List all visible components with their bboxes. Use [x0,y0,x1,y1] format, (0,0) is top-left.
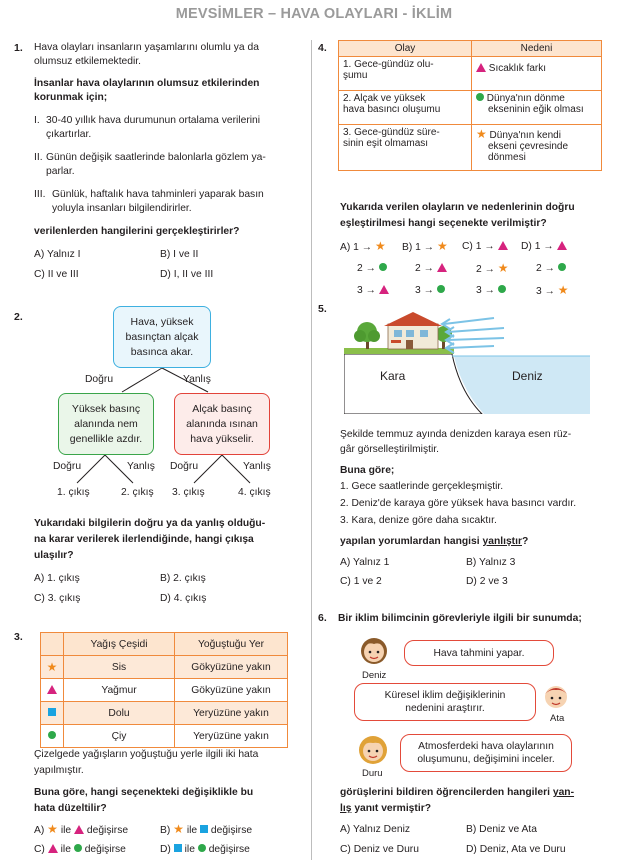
label-false: Yanlış [243,461,271,472]
option-b-row3 [415,284,445,297]
option-d-row3 [536,284,569,298]
speech-bubble [404,640,554,666]
q5-question [340,535,528,548]
ile-text: ile [186,825,198,836]
option-d[interactable]: D) 2 ve 3 [466,576,508,587]
table-row [339,91,602,125]
cell-line: sinin eşit olmaması [343,138,429,149]
cell-line: 2. Alçak ve yüksek [343,93,426,104]
question-text: ? [521,536,529,547]
option-a[interactable]: A) Yalnız Deniz [340,824,411,835]
cell-line: dönmesi [488,152,526,163]
q4-question: eşleştirilmesi hangi seçenekte verilmiştir? [340,218,547,229]
sea-label: Deniz [512,369,543,383]
table-cell: Yeryüzüne yakın [175,725,288,748]
option-a[interactable]: A) 1. çıkış [34,573,80,584]
circle-icon [437,285,445,293]
table-header: Nedeni [472,41,602,57]
triangle-icon [41,679,64,702]
star-icon: ★ [497,261,509,275]
q6-question [340,802,431,815]
table-cell: Gökyüzüne yakın [175,656,288,679]
statement-box-left [58,393,154,455]
option-b[interactable]: B) Yalnız 3 [466,557,516,568]
option-letter: B) [402,242,413,253]
option-d[interactable] [160,843,250,856]
item-text: Günün değişik saatlerinde balonlarla gözlem ya- [46,152,266,163]
q2-question: na karar verilerek ilerlendiğinde, hangi çıkışa [34,534,254,545]
table-row [339,57,602,91]
precipitation-table [40,632,288,748]
star-icon: ★ [374,239,386,253]
box-line: basınca akar. [130,345,194,358]
option-num: 3 → [415,285,434,296]
option-num: 1 → [534,241,554,252]
cell-line: Dünya'nın dönme [486,93,565,104]
table-cell: Dolu [64,702,175,725]
cell-line: 3. Gece-gündüz süre- [343,127,440,138]
q5-item: 1. Gece saatlerinde gerçekleşmiştir. [340,481,504,492]
exit-label: 3. çıkış [172,487,205,498]
ile-text: ile [184,844,195,855]
option-c[interactable] [462,240,508,253]
item-text: Günlük, haftalık hava tahminleri yaparak basın [52,189,264,200]
cell-line: 1. Gece-gündüz olu- [343,59,434,70]
table-cell [339,57,472,91]
item-label: II. [34,152,43,163]
label-false: Yanlış [183,374,211,385]
option-b[interactable]: B) I ve II [160,249,199,260]
q6-intro: Bir iklim bilimcinin görevleriyle ilgili bir sunumda; [338,613,582,624]
table-cell: Çiy [64,725,175,748]
circle-icon [379,263,387,271]
table-cell: Yağmur [64,679,175,702]
student-name: Duru [362,768,383,779]
question-number: 1. [14,42,23,54]
option-letter: D) [160,844,171,855]
option-c[interactable]: C) Deniz ve Duru [340,844,419,855]
q1-bold-1: İnsanlar hava olaylarının olumsuz etkilerinden [34,78,260,89]
sea-breeze-illustration [344,310,590,414]
table-cell: Gökyüzüne yakın [175,679,288,702]
option-b-row2 [415,262,447,275]
option-num: 2 → [357,263,376,274]
q5-item: 2. Deniz'de karaya göre yüksek hava basıncı vardır. [340,498,577,509]
option-c-row3 [476,284,506,297]
q3-question: hata düzeltilir? [34,803,107,814]
option-num: 2 → [536,263,555,274]
box-line: hava yükselir. [190,432,254,445]
option-num: 1 → [353,242,373,253]
option-letter: D) [521,241,532,252]
option-letter: A) [34,825,45,836]
q4-question: Yukarıda verilen olayların ve nedenlerinin doğru [340,202,575,213]
q5-bold: Buna göre; [340,465,395,476]
star-icon: ★ [41,656,64,679]
student-name: Deniz [362,670,387,681]
table-row [41,656,288,679]
change-text: değişirse [210,825,253,836]
exit-label: 4. çıkış [238,487,271,498]
q2-question: Yukarıdaki bilgilerin doğru ya da yanlış olduğu- [34,518,266,529]
option-a[interactable] [340,240,386,254]
q2-question: ulaşılır? [34,550,74,561]
option-d[interactable]: D) 4. çıkış [160,593,207,604]
bubble-text: Atmosferdeki hava olaylarının [418,741,554,752]
student-avatar-deniz [357,632,391,668]
table-header: Yağış Çeşidi [64,633,175,656]
item-label: III. [34,189,46,200]
circle-icon [74,844,82,852]
bubble-text: Küresel iklim değişiklerinin [384,690,506,701]
q6-question [340,786,574,799]
option-c[interactable]: C) 1 ve 2 [340,576,382,587]
option-b[interactable]: B) Deniz ve Ata [466,824,537,835]
bubble-text: nedenini araştırır. [405,703,485,714]
option-num: 1 → [415,242,435,253]
cell-line: Dünya'nın kendi [489,130,561,141]
speech-bubble [354,683,536,721]
triangle-icon [74,825,84,834]
square-icon [200,825,208,833]
item-text: 30-40 yıllık hava durumunun ortalama verilerini [46,115,261,126]
circle-icon [498,285,506,293]
circle-icon [198,844,206,852]
option-a[interactable]: A) Yalnız I [34,249,81,260]
statement-box-top [113,306,211,368]
ile-text: ile [60,844,71,855]
wind-arrows [442,318,504,353]
question-number: 4. [318,42,327,54]
circle-icon [41,725,64,748]
triangle-icon [498,241,508,250]
bubble-text: Hava tahmini yapar. [433,647,525,659]
option-num: 3 → [536,286,555,297]
question-underline: yanlıştır [482,536,522,547]
question-text: görüşlerini bildiren öğrencilerden hangileri [340,787,553,798]
land-label: Kara [380,369,406,383]
question-underline: lış [340,803,352,814]
star-icon: ★ [557,283,569,297]
option-num: 1 → [475,241,495,252]
option-a-row3 [357,284,389,297]
star-icon: ★ [47,822,58,836]
question-text: yapılan yorumlardan hangisi [340,536,483,547]
option-b[interactable]: B) 2. çıkış [160,573,206,584]
option-a-row2 [357,262,387,275]
question-underline: yan- [552,787,575,798]
table-header: Olay [339,41,472,57]
table-cell [339,91,472,125]
item-text: çıkartırlar. [46,129,92,140]
option-d[interactable]: D) I, II ve III [160,269,214,280]
option-letter: A) [340,242,351,253]
student-avatar-ata [540,680,572,712]
q1-question: verilenlerden hangilerini gerçekleştirirler? [34,226,240,237]
cell-line: şumu [343,70,368,81]
star-icon: ★ [173,822,184,836]
cell-line: ekseninin eğik olması [488,104,584,115]
item-label: I. [34,115,40,126]
student-name: Ata [550,713,565,724]
cell-line: Sıcaklık farkı [488,63,547,74]
square-icon [41,702,64,725]
box-line: Hava, yüksek [130,315,194,328]
label-true: Doğru [53,461,82,472]
question-text: yanıt vermiştir? [351,803,431,814]
q3-text: yapılmıştır. [34,765,84,776]
option-num: 2 → [476,264,495,275]
label-true: Doğru [170,461,199,472]
item-text: yoluyla insanları bilgilendirirler. [52,203,192,214]
page-title: MEVSİMLER – HAVA OLAYLARI - İKLİM [175,6,453,22]
q5-text: Şekilde temmuz ayında denizden karaya esen rüz- [340,429,572,440]
table-header: Yoğuştuğu Yer [175,633,288,656]
box-line: alanında nem [74,417,138,430]
table-row [41,679,288,702]
triangle-icon [557,241,567,250]
table-cell: Yeryüzüne yakın [175,702,288,725]
q1-bold-2: korunmak için; [34,92,108,103]
q3-text: Çizelgede yağışların yoğuştuğu yerle ilgili iki hata [34,749,259,760]
house-icon [384,312,442,349]
star-icon: ★ [476,127,487,141]
option-c-row2 [476,262,509,276]
cell-line: ekseni çevresinde [488,141,569,152]
circle-icon [558,263,566,271]
change-text: değişirse [208,844,250,855]
exit-label: 1. çıkış [57,487,90,498]
option-num: 2 → [415,263,434,274]
triangle-icon [437,263,447,272]
option-c[interactable]: C) II ve III [34,269,79,280]
option-b[interactable] [160,823,252,837]
table-cell: Sis [64,656,175,679]
ile-text: ile [60,825,72,836]
circle-icon [476,93,484,101]
table-header-blank [41,633,64,656]
option-d-row2 [536,262,566,275]
option-letter: C) [462,241,473,252]
cell-line: hava basıncı oluşumu [343,104,441,115]
student-avatar-duru [355,731,391,767]
option-b[interactable] [402,240,448,254]
box-line: alanında ısınan [186,417,258,430]
option-letter: B) [160,825,171,836]
box-line: genellikle azdır. [69,432,143,445]
question-number: 2. [14,311,23,323]
option-num: 3 → [357,285,376,296]
table-cell [472,125,602,171]
q5-item: 3. Kara, denize göre daha sıcaktır. [340,515,497,526]
item-text: parlar. [46,166,75,177]
tree-icon [354,322,380,349]
box-line: Yüksek basınç [71,402,141,415]
square-icon [174,844,182,852]
option-c[interactable]: C) 3. çıkış [34,593,81,604]
triangle-icon [48,844,58,853]
option-a[interactable] [34,823,128,837]
table-row [41,702,288,725]
option-d[interactable]: D) Deniz, Ata ve Duru [466,844,566,855]
q1-intro-2: olumsuz etkilemektedir. [34,56,142,67]
box-line: basınçtan alçak [125,330,199,343]
table-cell [472,57,602,91]
option-d[interactable] [521,240,567,253]
statement-box-right [174,393,270,455]
event-reason-table [338,40,602,171]
exit-label: 2. çıkış [121,487,154,498]
label-true: Doğru [85,374,114,385]
question-number: 6. [318,612,327,624]
option-letter: C) [34,844,45,855]
speech-bubble [400,734,572,772]
table-cell [472,91,602,125]
table-cell [339,125,472,171]
option-num: 3 → [476,285,495,296]
table-row [41,725,288,748]
triangle-icon [476,63,486,72]
table-row [339,125,602,171]
q1-intro-1: Hava olayları insanların yaşamlarını olumlu ya da [34,42,259,53]
question-number: 3. [14,631,23,643]
bubble-text: oluşumunu, değişimini inceler. [417,754,555,765]
star-icon: ★ [436,239,448,253]
question-number: 5. [318,303,327,315]
option-a[interactable]: A) Yalnız 1 [340,557,390,568]
label-false: Yanlış [127,461,155,472]
box-line: Alçak basınç [192,402,252,415]
change-text: değişirse [84,844,126,855]
change-text: değişirse [86,825,129,836]
triangle-icon [379,285,389,294]
option-c[interactable] [34,843,126,856]
column-divider [311,40,312,860]
q3-question: Buna göre, hangi seçenekteki değişiklikle bu [34,787,254,798]
q5-text: gâr görselleştirilmiştir. [340,444,439,455]
